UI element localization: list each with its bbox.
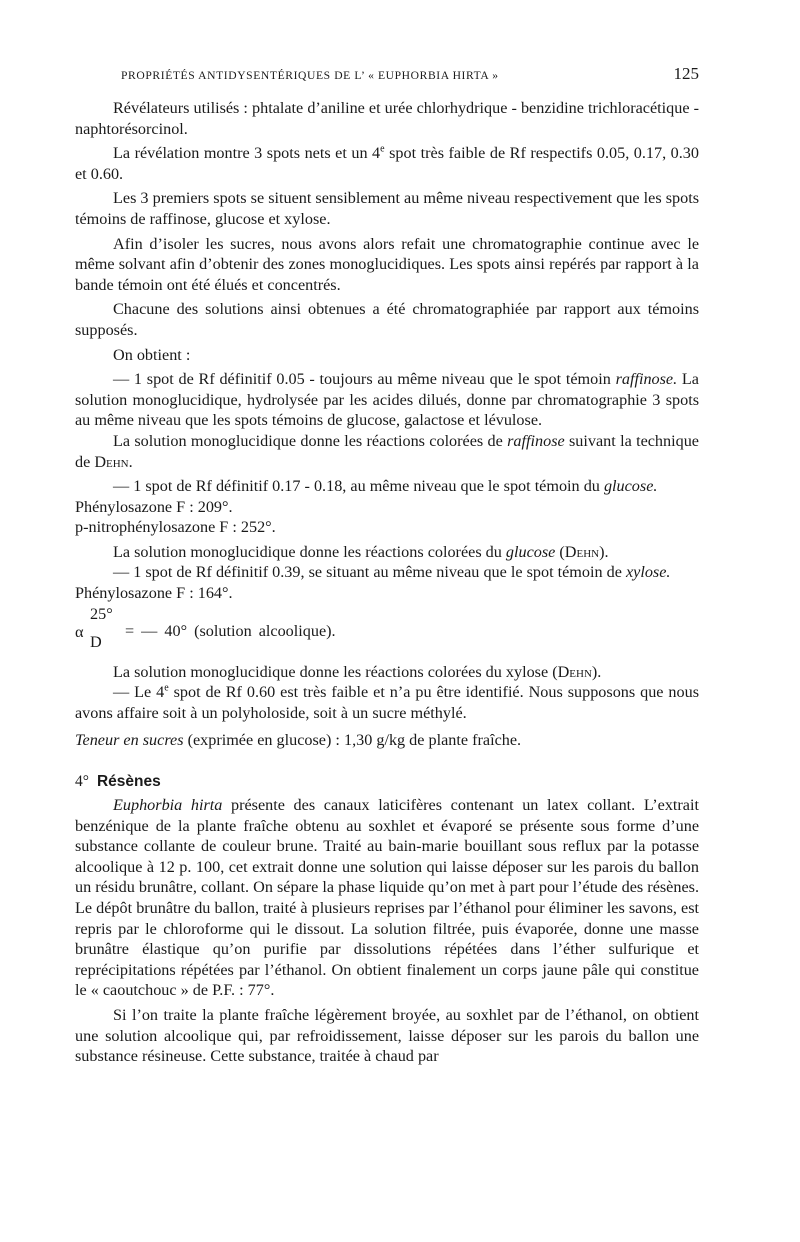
paragraph-chacune: Chacune des solutions ainsi obtenues a été chromatographiée par rapport aux témoins supposés. [75,300,699,339]
paragraph-premiers-spots: Les 3 premiers spots se situent sensiblement au même niveau respectivement que les spots témoins de raffinose, glucose et xylose. [75,189,699,228]
paragraph-reactions-xylose: La solution monoglucidique donne les réactions colorées du xylose (Dehn). [113,662,602,681]
paragraph-spot-glucose: — 1 spot de Rf définitif 0.17 - 0.18, au même niveau que le spot témoin du glucose. [113,477,658,496]
rotation-temperature: 25° [90,604,113,623]
paragraph-isoler-sucres: Afin d’isoler les sucres, nous avons alors refait une chromatographie continue avec le même solvant afin d’obtenir des zones monoglucidiques. Les spots ainsi repérés par rapport à la bande témoin ont été élués et concentrés. [75,234,699,294]
paragraph-revelation: La révélation montre 3 spots nets et un 4e spot très faible de Rf respectifs 0.05, 0.17, 0.30 et 0.60. [75,143,699,183]
section-heading-resenes [75,773,699,791]
page-number: 125 [673,64,699,83]
paragraph-quatrieme-spot: — Le 4e spot de Rf 0.60 est très faible et n’a pu être identifié. Nous supposons que nous avons affaire soit à un polyholoside, soit à un sucre méthylé. [75,682,699,722]
optical-rotation [75,604,699,656]
paragraph-reactions-glucose: La solution monoglucidique donne les réactions colorées du glucose (Dehn). [113,542,609,561]
alpha-symbol: α [75,622,84,641]
paragraph-soxhlet-ethanol: Si l’on traite la plante fraîche légèrement broyée, au soxhlet par de l’éthanol, on obtient une solution alcoolique qui, par refroidissement, laisse déposer sur les parois du ballon une substance résineuse. Cette substance, traitée à chaud par [75,1005,699,1066]
paragraph-reactions-raffinose: La solution monoglucidique donne les réactions colorées de raffinose suivant la technique de Dehn. [75,431,699,471]
running-header [75,64,699,84]
section-title: Résènes [96,773,161,791]
phenylosazone-glucose: Phénylosazone F : 209°. [75,497,233,516]
paragraph-revelateurs: Révélateurs utilisés : phtalate d’aniline et urée chlorhydrique - benzidine trichloracétique - naphtorésorcinol. [75,99,699,138]
section-number: 4° [75,773,89,791]
paragraph-teneur: Teneur en sucres (exprimée en glucose) : 1,30 g/kg de plante fraîche. [75,731,522,750]
paragraph-euphorbia: Euphorbia hirta présente des canaux laticifères contenant un latex collant. L’extrait benzénique de la plante fraîche obtenu au soxhlet et évaporé se présente sous forme d’une substance collante de couleur brune. Traité au bain-marie bouillant sous reflux par la potasse alcoolique à 12 p. 100, cet extrait donne une solution qui laisse déposer sur les parois du ballon un résidu brunâtre, collant. On sépare la phase liquide qu’on met à part pour l’étude des résènes. Le dépôt brunâtre du ballon, traité à plusieurs reprises par l’éthanol pour éliminer les savons, est repris par le chloroforme qui le dissout. La solution filtrée, puis évaporée, donne une masse brunâtre élastique qu’on purifie par dissolutions répétées dans l’éther sulfurique et reprécipitations répétées par l’éthanol. On obtient finalement un corps jaune pâle qui constitue le « caoutchouc » de P.F. : 77°. [75,796,699,1000]
paragraph-spot-xylose: — 1 spot de Rf définitif 0.39, se situant au même niveau que le spot témoin de xylose. [113,563,671,582]
phenylosazone-xylose: Phénylosazone F : 164°. [75,584,233,603]
paragraph-spot-raffinose: — 1 spot de Rf définitif 0.05 - toujours au même niveau que le spot témoin raffinose. La solution monoglucidique, hydrolysée par les acides dilués, donne par chromatographie 3 spots au même niveau que les spots témoins de glucose, galactose et lévulose. [75,370,699,430]
nitrophenylosazone: p-nitrophénylosazone F : 252°. [75,518,276,537]
rotation-value: = — 40° (solution alcoolique). [125,621,336,640]
rotation-d-line: D [90,632,102,651]
page [75,64,699,1067]
paragraph-on-obtient: On obtient : [113,345,191,364]
running-title: PROPRIÉTÉS ANTIDYSENTÉRIQUES DE L’ « EUPHORBIA HIRTA » [121,69,499,82]
